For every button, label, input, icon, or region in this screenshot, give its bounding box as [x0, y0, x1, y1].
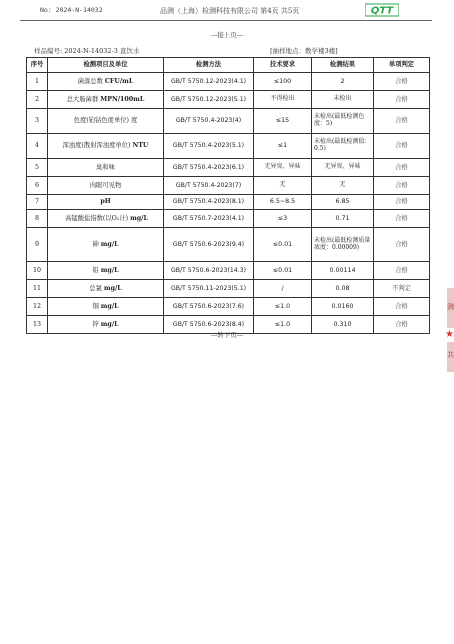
row-method: GB/T 5750.7-2023(4.1): [164, 210, 254, 228]
col-header-requirement: 技术要求: [254, 58, 312, 73]
row-requirement: ≤0.01: [254, 228, 312, 262]
row-result: 0.00114: [312, 262, 374, 280]
col-header-judgement: 单项判定: [374, 58, 430, 73]
row-result: 0.0160: [312, 298, 374, 316]
row-requirement: 无: [254, 177, 312, 195]
row-item: 砷 mg/L: [48, 228, 164, 262]
row-result: 0.310: [312, 316, 374, 334]
row-method: GB/T 5750.6-2023(7.6): [164, 298, 254, 316]
company-logo: [365, 3, 399, 17]
row-requirement: /: [254, 280, 312, 298]
table-row: [27, 73, 430, 91]
row-judgement: 合格: [374, 134, 430, 159]
row-result: 未检出(最低检测质量浓度：0.00009): [312, 228, 374, 262]
table-row: [27, 134, 430, 159]
table-row: [27, 280, 430, 298]
row-judgement: 合格: [374, 210, 430, 228]
row-method: GB/T 5750.12-2023(5.1): [164, 91, 254, 109]
row-no: 10: [27, 262, 48, 280]
sample-number: 样品编号: 2024-N-14032-3 直饮水: [34, 47, 140, 55]
row-requirement: ≤15: [254, 109, 312, 134]
row-no: 3: [27, 109, 48, 134]
table-header-row: [27, 58, 430, 73]
row-result: 无异臭、异味: [312, 159, 374, 177]
row-requirement: ≤1: [254, 134, 312, 159]
row-result: 0.08: [312, 280, 374, 298]
row-judgement: 合格: [374, 109, 430, 134]
row-item: 总氯 mg/L: [48, 280, 164, 298]
col-header-no: 序号: [27, 58, 48, 73]
row-judgement: 合格: [374, 298, 430, 316]
row-item: 锌 mg/L: [48, 316, 164, 334]
row-no: 5: [27, 159, 48, 177]
sampling-place: [抽样地点：教学楼3楼]: [270, 47, 338, 55]
row-no: 13: [27, 316, 48, 334]
header-divider: [20, 20, 432, 21]
row-no: 9: [27, 228, 48, 262]
col-header-method: 检测方法: [164, 58, 254, 73]
row-no: 1: [27, 73, 48, 91]
row-item: 菌落总数 CFU/mL: [48, 73, 164, 91]
row-item: 高锰酸盐指数(以O₂计) mg/L: [48, 210, 164, 228]
continued-to-next: ---转下页---: [210, 331, 244, 339]
report-number: No: 2024-N-14032: [40, 6, 103, 14]
row-judgement: 合格: [374, 195, 430, 210]
row-judgement: 合格: [374, 316, 430, 334]
row-requirement: ≤100: [254, 73, 312, 91]
table-row: [27, 228, 430, 262]
side-stamp-strip-bottom: 共: [447, 342, 454, 372]
row-requirement: ≤3: [254, 210, 312, 228]
row-result: 未检出(最低检测色度：5): [312, 109, 374, 134]
table-row: [27, 177, 430, 195]
table-row: [27, 195, 430, 210]
row-judgement: 不判定: [374, 280, 430, 298]
side-stamp-strip-top: 测: [447, 288, 454, 328]
row-no: 11: [27, 280, 48, 298]
table-row: [27, 109, 430, 134]
row-no: 12: [27, 298, 48, 316]
row-item: 铜 mg/L: [48, 298, 164, 316]
row-item: 臭和味: [48, 159, 164, 177]
row-method: GB/T 5750.6-2023(8.4): [164, 316, 254, 334]
row-judgement: 合格: [374, 177, 430, 195]
row-method: GB/T 5750.4-2023(5.1): [164, 134, 254, 159]
row-method: GB/T 5750.6-2023(14.3): [164, 262, 254, 280]
row-result: 2: [312, 73, 374, 91]
row-method: GB/T 5750.4-2023(7): [164, 177, 254, 195]
table-row: [27, 262, 430, 280]
row-judgement: 合格: [374, 262, 430, 280]
row-result: 0.71: [312, 210, 374, 228]
row-requirement: ≤0.01: [254, 262, 312, 280]
table-row: [27, 91, 430, 109]
table-row: [27, 159, 430, 177]
row-method: GB/T 5750.4-2023(4): [164, 109, 254, 134]
row-requirement: 无异臭、异味: [254, 159, 312, 177]
row-result: 未检出(最低检测值：0.5): [312, 134, 374, 159]
row-item: 肉眼可见物: [48, 177, 164, 195]
row-item: 浑浊度(散射浑浊度单位) NTU: [48, 134, 164, 159]
row-requirement: ≤1.0: [254, 298, 312, 316]
row-method: GB/T 5750.4-2023(8.1): [164, 195, 254, 210]
row-judgement: 合格: [374, 91, 430, 109]
company-page-info: 品测（上海）检测科技有限公司 第4页 共5页: [160, 7, 300, 15]
row-requirement: 不得检出: [254, 91, 312, 109]
row-judgement: 合格: [374, 228, 430, 262]
row-result: 6.85: [312, 195, 374, 210]
row-no: 7: [27, 195, 48, 210]
row-judgement: 合格: [374, 73, 430, 91]
row-no: 4: [27, 134, 48, 159]
logo-text: QTT: [370, 5, 394, 17]
table-row: [27, 298, 430, 316]
row-judgement: 合格: [374, 159, 430, 177]
row-item: 总大肠菌群 MPN/100mL: [48, 91, 164, 109]
row-item: 色度(铂钴色度单位) 度: [48, 109, 164, 134]
col-header-result: 检测结果: [312, 58, 374, 73]
row-no: 8: [27, 210, 48, 228]
row-result: 未检出: [312, 91, 374, 109]
stamp-star-icon: ★: [445, 329, 454, 340]
col-header-item: 检测项目及单位: [48, 58, 164, 73]
row-requirement: 6.5~8.5: [254, 195, 312, 210]
row-method: GB/T 5750.4-2023(6.1): [164, 159, 254, 177]
row-no: 6: [27, 177, 48, 195]
row-item: 铅 mg/L: [48, 262, 164, 280]
continued-from-previous: ---接上页---: [210, 31, 244, 39]
row-method: GB/T 5750.11-2023(5.1): [164, 280, 254, 298]
row-method: GB/T 5750.6-2023(9.4): [164, 228, 254, 262]
test-results-table: [26, 57, 430, 334]
table-row: [27, 210, 430, 228]
row-method: GB/T 5750.12-2023(4.1): [164, 73, 254, 91]
row-result: 无: [312, 177, 374, 195]
row-requirement: ≤1.0: [254, 316, 312, 334]
row-no: 2: [27, 91, 48, 109]
row-item: pH: [48, 195, 164, 210]
